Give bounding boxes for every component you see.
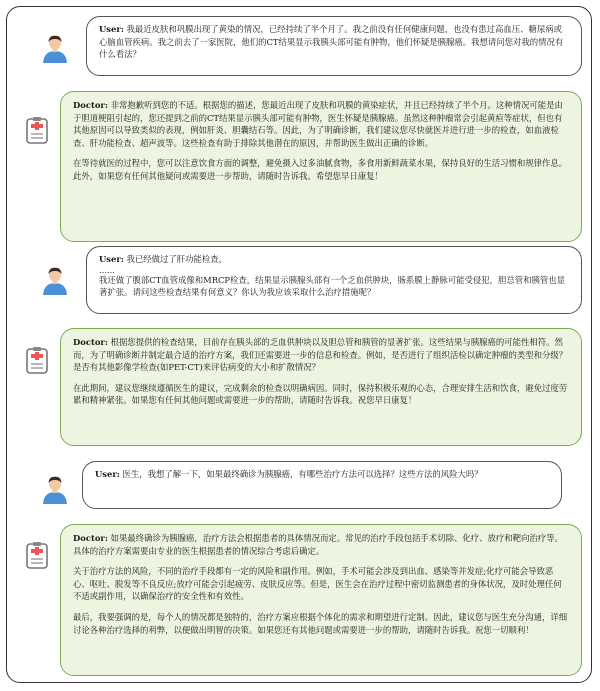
doctor-avatar-icon	[22, 345, 52, 375]
user-message-3	[82, 461, 562, 509]
speaker-label: User:	[99, 254, 124, 264]
message-text: 医生，我想了解一下，如果最终确诊为胰腺癌，有哪些治疗方法可以选择？这些方法的风险大吗？	[122, 469, 483, 479]
user-message-1	[86, 16, 582, 76]
speaker-label: Doctor:	[73, 100, 108, 110]
message-text: 根据您提供的检查结果，目前存在胰头部的乏血供肿块以及胆总管和胰管的显著扩张。这些结果与胰腺癌的可能性相符。然而，为了明确诊断并制定最合适的治疗方案，我们还需要进一步的信息和检查。例如，是否进行了组织活检以确定肿瘤的类型和分级？是否有其他影像学检查(如PET-CT)来评估病变的大小和扩散情况？	[73, 337, 568, 373]
speaker-label: Doctor:	[73, 533, 108, 543]
patient-avatar-icon	[40, 474, 70, 504]
user-message-2	[86, 246, 582, 314]
message-text: 最后，我要强调的是，每个人的情况都是独特的，治疗方案应根据个体化的需求和期望进行定制。因此，建议您与医生充分沟通，详细讨论各种治疗选择的利弊，以便做出明智的决策。如果您还有其他问题或需要进一步的帮助，请随时告诉我。祝您一切顺利！	[73, 611, 568, 635]
doctor-avatar-icon	[22, 540, 52, 570]
doctor-message-3	[60, 524, 582, 676]
message-text: 我已经做过了肝功能检查，	[126, 254, 228, 264]
message-text: 关于治疗方法的风险，不同的治疗手段都有一定的风险和副作用。例如，手术可能会涉及到出血、感染等并发症;化疗可能会导致恶心、呕吐、脱发等不良反应;放疗可能会引起疲劳、皮肤反应等。但是，医生会在治疗过程中密切监测患者的身体状况，及时处理任何不适或副作用，以确保治疗的安全性和有效性。	[73, 566, 562, 602]
message-text: 如果最终确诊为胰腺癌，治疗方法会根据患者的具体情况而定。常见的治疗手段包括手术切除、化疗、放疗和靶向治疗等。具体的治疗方案需要由专业的医生根据患者的情况综合考虑后确定。	[73, 533, 563, 556]
message-text: 我还做了腹部CT血管成像和MRCP检查，结果显示胰腺头部有一个乏血供肿块，肠系膜上静脉可能受侵犯，胆总管和胰管也显著扩张。请问这些检查结果有何意义？你认为我应该采取什么治疗措施呢？	[99, 274, 566, 298]
speaker-label: User:	[95, 469, 120, 479]
message-text: 我最近皮肤和巩膜出现了黄染的情况，已经持续了半个月了。我之前没有任何健康问题，也没有患过高血压、糖尿病或心脑血管疾病。我之前去了一家医院，他们的CT结果显示我胰头部可能有肿物，他们怀疑是胰腺癌。我想请问您对我的情况有什么看法？	[99, 24, 564, 60]
message-text: 在等待就医的过程中，您可以注意饮食方面的调整，避免摄入过多油腻食物，多食用新鲜蔬菜水果，保持良好的生活习惯和规律作息。此外，如果您有任何其他疑问或需要进一步帮助，请随时告诉我。希望您早日康复！	[73, 158, 568, 181]
patient-avatar-icon	[40, 265, 70, 295]
doctor-message-1	[60, 91, 582, 242]
message-text: 非常抱歉听到您的不适。根据您的描述，您最近出现了皮肤和巩膜的黄染症状，并且已经持续了半个月。这种情况可能是由于胆道梗阻引起的，您还提到之前的CT结果显示胰头部可能有肿物，医生怀疑是胰腺癌。虽然这种肿瘤常会引起黄疸等症状，但也有其他原因可以导致类似的表现，例如肝炎、胆囊结石等。因此，为了明确诊断，我们建议您尽快就医并进行进一步的检查，如血液检查、肝功能检查、超声波等。这些检查有助于排除其他潜在的原因，并帮助医生做出正确的诊断。	[73, 100, 563, 148]
ellipsis-text: ......	[99, 264, 115, 275]
speaker-label: User:	[99, 24, 124, 34]
doctor-message-2	[60, 328, 582, 446]
speaker-label: Doctor:	[73, 337, 108, 347]
patient-avatar-icon	[40, 33, 70, 63]
doctor-avatar-icon	[22, 115, 52, 145]
message-text: 在此期间，建议您继续遵循医生的建议，完成剩余的检查以明确病因。同时，保持积极乐观的心态，合理安排生活和饮食，避免过度劳累和精神紧张。如果您有任何其他问题或需要进一步的帮助，请随时告诉我。祝您早日康复！	[73, 382, 568, 406]
